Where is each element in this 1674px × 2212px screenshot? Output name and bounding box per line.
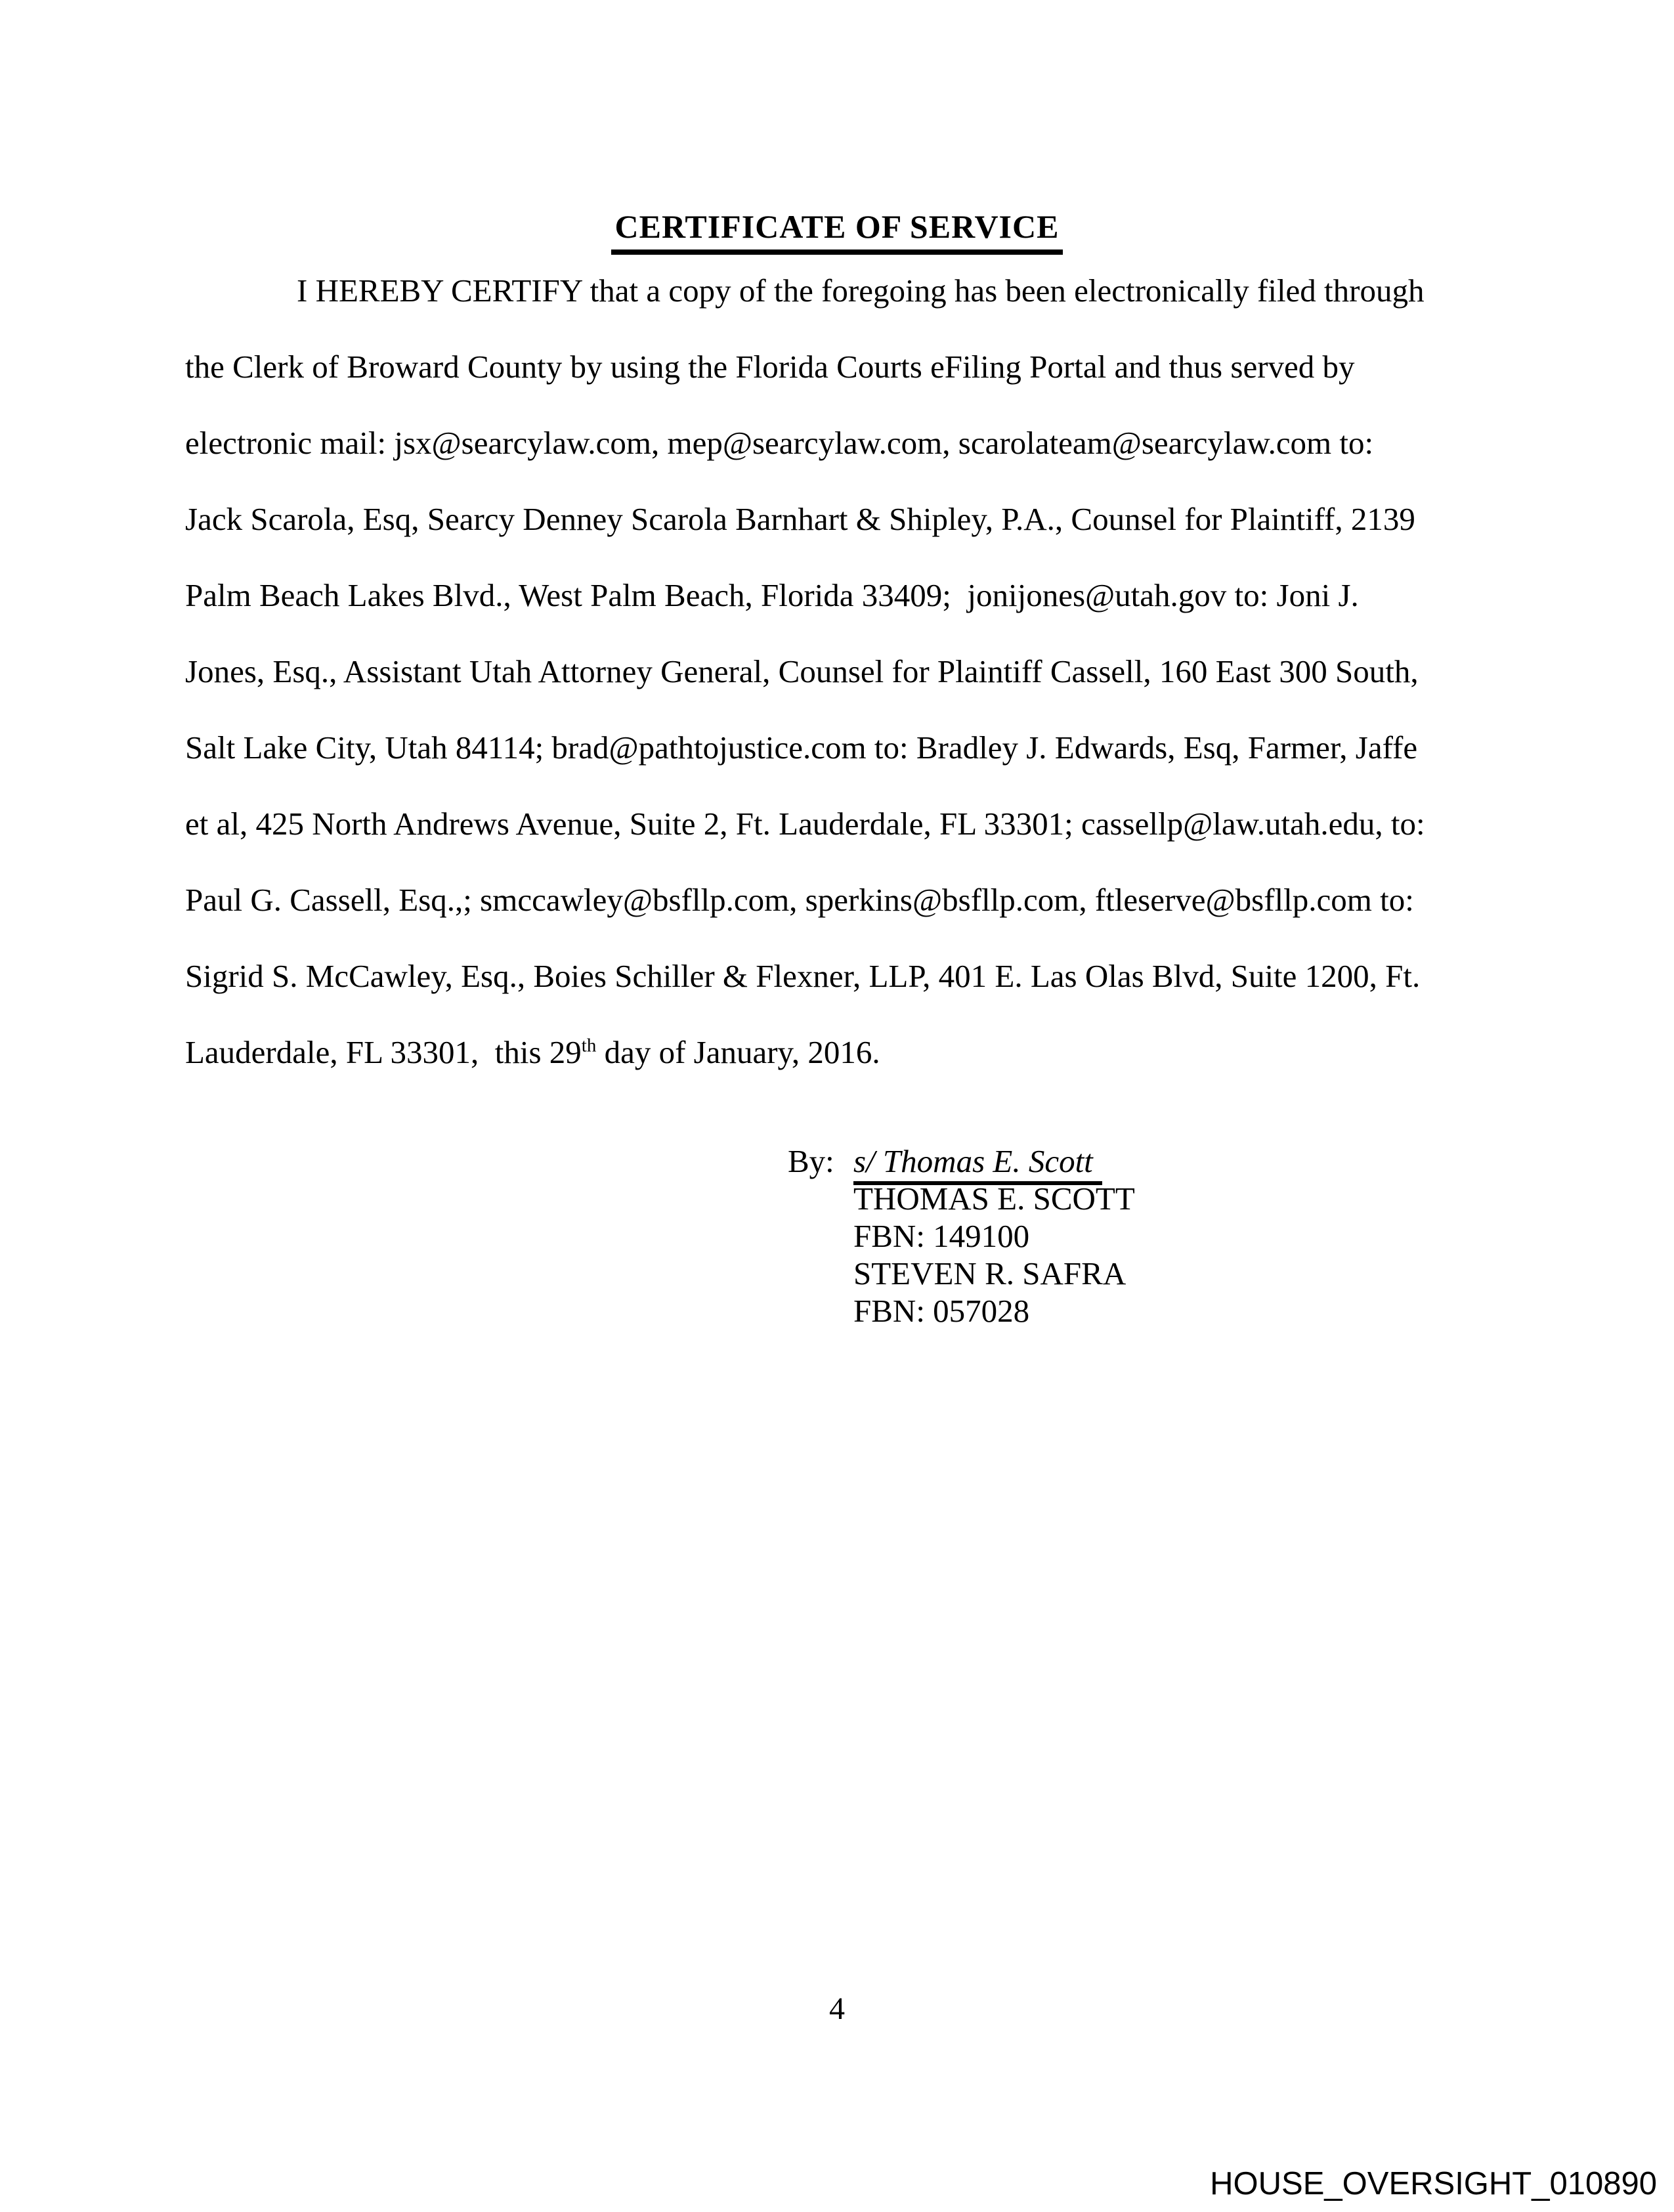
- attorney-fbn: FBN: 149100: [853, 1218, 1030, 1254]
- attorney-name: THOMAS E. SCOTT: [853, 1181, 1135, 1217]
- paragraph-line: Sigrid S. McCawley, Esq., Boies Schiller & Flexner, LLP, 401 E. Las Olas Blvd, Suite 1200, Ft.: [185, 958, 1421, 994]
- date-line-pre: Lauderdale, FL 33301, this 29: [185, 1034, 582, 1070]
- electronic-signature: s/ Thomas E. Scott: [853, 1142, 1102, 1185]
- signature-block: [788, 1142, 1135, 1330]
- paragraph-line: electronic mail: jsx@searcylaw.com, mep@searcylaw.com, scarolateam@searcylaw.com to:: [185, 425, 1374, 461]
- date-line-post: day of January, 2016.: [596, 1034, 880, 1070]
- certificate-paragraph: [185, 253, 1583, 1091]
- paragraph-line: the Clerk of Broward County by using the Florida Courts eFiling Portal and thus served by: [185, 349, 1355, 385]
- page-title-text: CERTIFICATE OF SERVICE: [611, 207, 1063, 255]
- ordinal-superscript: th: [581, 1035, 597, 1056]
- paragraph-line: et al, 425 North Andrews Avenue, Suite 2, Ft. Lauderdale, FL 33301; cassellp@law.utah.edu, to:: [185, 806, 1425, 842]
- page-number: 4: [829, 1991, 845, 2026]
- paragraph-line-date: [185, 1014, 1583, 1091]
- attorney-name-2: STEVEN R. SAFRA: [853, 1255, 1127, 1291]
- page-title: [0, 207, 1674, 255]
- signature-lines: [853, 1142, 1135, 1330]
- bates-stamp: HOUSE_OVERSIGHT_010890: [1210, 2166, 1657, 2201]
- by-label: By:: [788, 1143, 834, 1179]
- paragraph-line: Salt Lake City, Utah 84114; brad@pathtojustice.com to: Bradley J. Edwards, Esq, Farmer, Jaffe: [185, 729, 1418, 766]
- paragraph-line: I HEREBY CERTIFY that a copy of the foregoing has been electronically filed through: [297, 272, 1425, 309]
- paragraph-line: Palm Beach Lakes Blvd., West Palm Beach, Florida 33409; jonijones@utah.gov to: Joni J.: [185, 577, 1359, 613]
- paragraph-line: Jones, Esq., Assistant Utah Attorney General, Counsel for Plaintiff Cassell, 160 East 300 South,: [185, 653, 1419, 689]
- paragraph-line: Jack Scarola, Esq, Searcy Denney Scarola Barnhart & Shipley, P.A., Counsel for Plaintiff, 2139: [185, 501, 1415, 537]
- paragraph-line: Paul G. Cassell, Esq.,; smccawley@bsfllp.com, sperkins@bsfllp.com, ftleserve@bsfllp.com to:: [185, 882, 1414, 918]
- attorney-fbn-2: FBN: 057028: [853, 1293, 1030, 1329]
